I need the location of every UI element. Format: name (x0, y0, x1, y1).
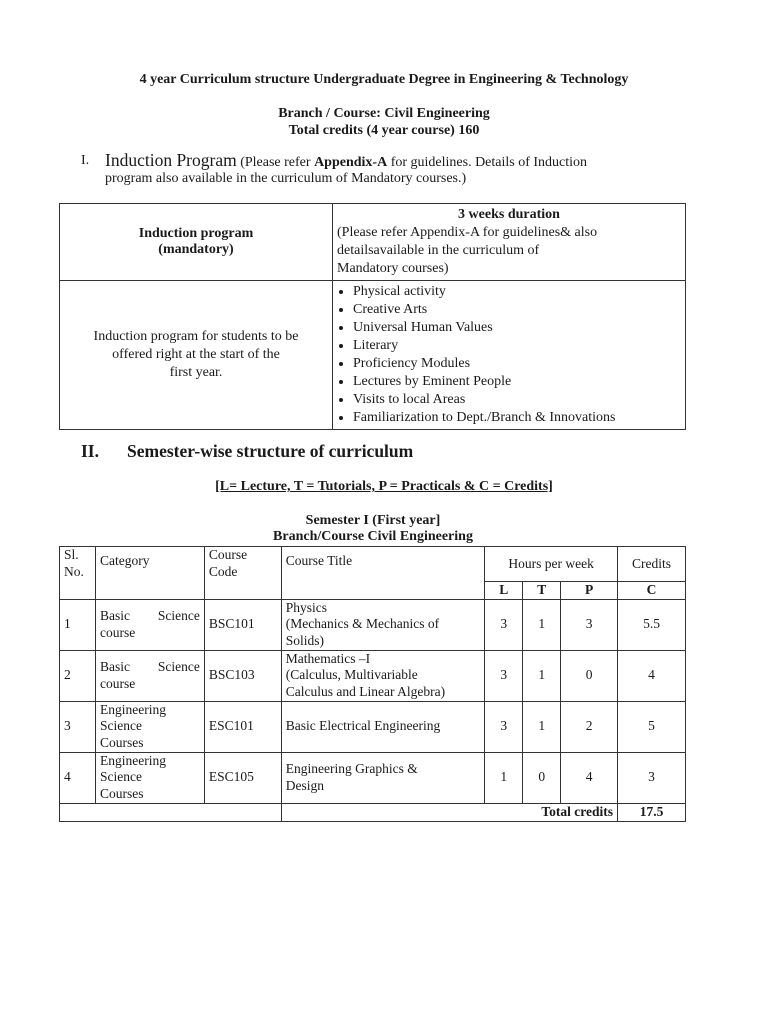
category-word: Science (157, 608, 200, 623)
title-cell (281, 650, 485, 701)
hours-per-week-header: Hours per week (485, 547, 618, 582)
document-title: 4 year Curriculum structure Undergraduate Degree in Engineering & Technology (139, 72, 629, 87)
practical-cell: 4 (561, 752, 618, 803)
total-credits-line: Total credits (4 year course) 160 (288, 123, 480, 138)
total-empty-cell (60, 803, 282, 821)
sl-cell: 3 (60, 701, 96, 752)
appendix-a-ref: Appendix-A (314, 155, 388, 170)
table-row (60, 599, 686, 650)
section-2-heading: Semester-wise structure of curriculum (127, 441, 414, 461)
credit-header: C (618, 582, 686, 600)
category-line-2: Science (99, 769, 142, 785)
mandatory-label: (mandatory) (158, 242, 234, 257)
list-item: • Universal Human Values (353, 319, 681, 337)
title-line: Engineering Graphics & (285, 761, 418, 776)
credits-header: Credits (618, 547, 686, 582)
sl-cell: 1 (60, 599, 96, 650)
induction-program-label: Induction program (138, 226, 254, 241)
total-credits-label: Total credits (281, 803, 617, 821)
induction-row-2 (60, 281, 686, 430)
category-line-3: Courses (99, 734, 144, 750)
tutorial-cell: 1 (523, 599, 561, 650)
tutorial-cell: 0 (523, 752, 561, 803)
course-title-header: Course Title (281, 547, 485, 600)
semester-branch: Branch/Course Civil Engineering (273, 529, 473, 544)
credit-cell: 5.5 (618, 599, 686, 650)
code-cell: ESC101 (204, 701, 281, 752)
section-1-note-line2: program also available in the curriculum of Mandatory courses.) (105, 171, 467, 186)
code-cell: ESC105 (204, 752, 281, 803)
duration-note-line-3: Mandatory courses) (337, 261, 449, 276)
category-line-1 (100, 659, 200, 676)
category-cell (95, 599, 204, 650)
tutorial-cell: 1 (523, 650, 561, 701)
title-line: Mathematics –I (285, 650, 371, 666)
list-item: • Familiarization to Dept./Branch & Innovations (353, 409, 681, 427)
credit-cell: 3 (618, 752, 686, 803)
practical-cell: 2 (561, 701, 618, 752)
induction-program-table (59, 203, 686, 430)
category-line-1: Engineering (99, 752, 166, 768)
duration-title: 3 weeks duration (458, 207, 560, 222)
total-credits-value: 17.5 (618, 803, 686, 821)
category-word: Science (157, 659, 200, 674)
title-line: (Mechanics & Mechanics of (285, 616, 440, 632)
category-word: Basic (99, 659, 130, 674)
title-cell (281, 752, 485, 803)
list-item: • Literary (353, 337, 681, 355)
branch-line: Branch / Course: Civil Engineering (278, 106, 490, 121)
list-item: • Lectures by Eminent People (353, 373, 681, 391)
section-2-numeral: II. (81, 441, 99, 461)
category-cell (95, 701, 204, 752)
title-line: Solids) (285, 632, 325, 648)
code-cell: BSC101 (204, 599, 281, 650)
category-word: Basic (99, 608, 130, 623)
title-cell: Basic Electrical Engineering (281, 701, 485, 752)
title-line: Calculus and Linear Algebra) (285, 683, 446, 699)
practical-header: P (561, 582, 618, 600)
duration-note-line-2: detailsavailable in the curriculum of (337, 243, 540, 258)
header-row (60, 547, 686, 582)
table-row (60, 701, 686, 752)
category-line-1: Engineering (99, 701, 166, 717)
semester-1-table (59, 546, 686, 822)
category-line-2: Science (99, 718, 142, 734)
induction-description-line-2: offered right at the start of the (112, 347, 280, 362)
lecture-cell: 3 (485, 701, 523, 752)
practical-cell: 0 (561, 650, 618, 701)
lecture-cell: 3 (485, 599, 523, 650)
category-line-3: Courses (99, 785, 144, 801)
code-header-line-1: Course (208, 547, 248, 562)
lecture-cell: 3 (485, 650, 523, 701)
sl-no-header (60, 547, 96, 600)
sl-header-line-1: Sl. (64, 547, 79, 562)
semester-title: Semester I (First year] (305, 513, 441, 528)
induction-description-line-3: first year. (169, 365, 223, 380)
activities-cell (333, 281, 686, 430)
table-row (60, 752, 686, 803)
category-line-2: course (99, 675, 136, 691)
tutorial-cell: 1 (523, 701, 561, 752)
section-1-note-pre: (Please refer (240, 155, 315, 170)
induction-row-1 (60, 204, 686, 281)
activities-list (337, 283, 681, 427)
credit-cell: 5 (618, 701, 686, 752)
tutorial-header: T (523, 582, 561, 600)
lecture-cell: 1 (485, 752, 523, 803)
title-cell (281, 599, 485, 650)
lecture-header: L (485, 582, 523, 600)
title-line: Design (285, 777, 325, 793)
duration-cell (333, 204, 686, 281)
section-1-numeral: I. (81, 153, 90, 168)
sl-cell: 2 (60, 650, 96, 701)
list-item: • Visits to local Areas (353, 391, 681, 409)
section-1-note-post: for guidelines. Details of Induction (387, 155, 588, 170)
credit-cell: 4 (618, 650, 686, 701)
list-item: • Creative Arts (353, 301, 681, 319)
practical-cell: 3 (561, 599, 618, 650)
section-1-heading: Induction Program (105, 150, 237, 170)
sl-cell: 4 (60, 752, 96, 803)
induction-description-line-1: Induction program for students to be (93, 329, 299, 344)
duration-note-line-1: (Please refer Appendix-A for guidelines& also (337, 225, 598, 240)
category-cell (95, 650, 204, 701)
category-header: Category (95, 547, 204, 600)
total-row (60, 803, 686, 821)
title-line: Physics (285, 599, 328, 615)
code-header-line-2: Code (208, 563, 238, 579)
course-code-header (204, 547, 281, 600)
sl-header-line-2: No. (64, 563, 84, 579)
table-row (60, 650, 686, 701)
list-item: • Physical activity (353, 283, 681, 301)
code-cell: BSC103 (204, 650, 281, 701)
category-line-1 (100, 608, 200, 625)
category-cell (95, 752, 204, 803)
legend-line: [L= Lecture, T = Tutorials, P = Practicals & C = Credits] (215, 479, 553, 494)
induction-program-cell (60, 204, 333, 281)
list-item: • Proficiency Modules (353, 355, 681, 373)
section-1-intro (105, 150, 705, 171)
title-line: (Calculus, Multivariable (285, 667, 418, 683)
induction-description-cell (60, 281, 333, 430)
category-line-2: course (99, 624, 136, 640)
